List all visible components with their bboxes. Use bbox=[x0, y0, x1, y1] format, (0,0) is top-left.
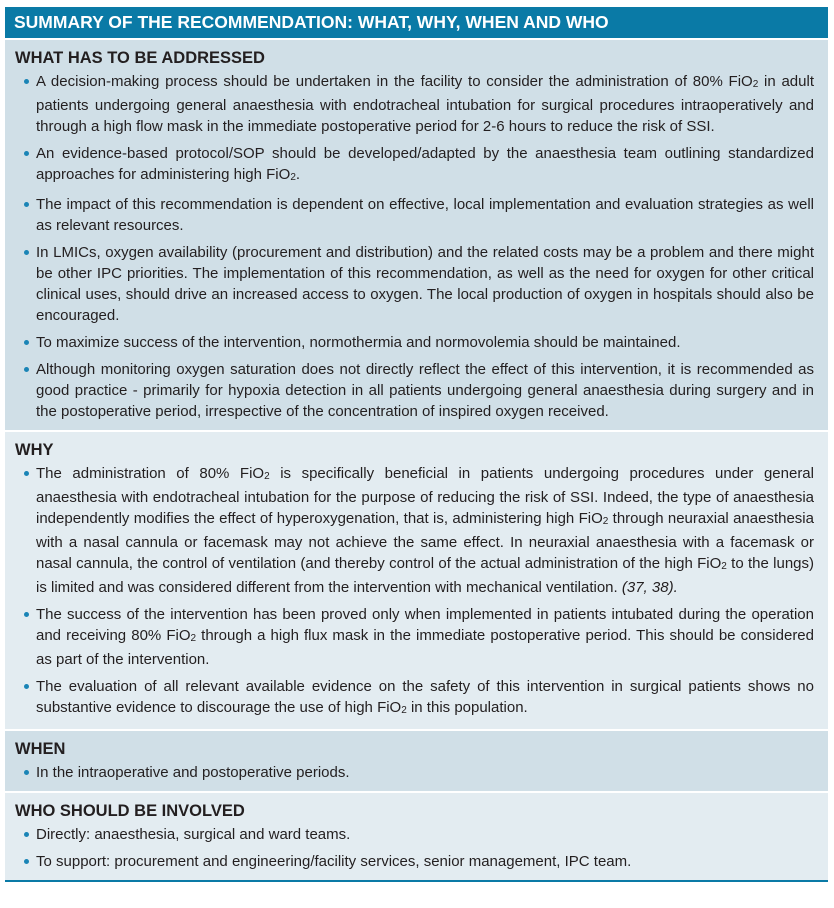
list-item: The success of the intervention has been proved only when implemented in patients intubated during the operation and receiving 80% FiO$_2$ through a high flux mask in the immediate postoperative period. This should be considered as part of the intervention. bbox=[15, 604, 814, 670]
list-item: Although monitoring oxygen saturation does not directly reflect the effect of this intervention, it is recommended as good practice - primarily for hypoxia detection in all patients undergoing general anaesthesia during surgery and in the postoperative period, irrespective of the concentration of inspired oxygen received. bbox=[15, 359, 814, 422]
bullet-list bbox=[15, 71, 814, 422]
list-item: To maximize success of the intervention, normothermia and normovolemia should be maintained. bbox=[15, 332, 814, 353]
list-item: In LMICs, oxygen availability (procurement and distribution) and the related costs may be a problem and there might be other IPC priorities. The implementation of this recommendation, as well as the need for oxygen for other critical clinical uses, should drive an increased access to oxygen. The local production of oxygen in hospitals should also be encouraged. bbox=[15, 242, 814, 326]
section-why bbox=[5, 430, 828, 729]
summary-title: SUMMARY OF THE RECOMMENDATION: WHAT, WHY, WHEN AND WHO bbox=[5, 7, 828, 38]
list-item: An evidence-based protocol/SOP should be developed/adapted by the anaesthesia team outlining standardized approaches for administering high FiO$_2$. bbox=[15, 143, 814, 188]
section-heading: WHO SHOULD BE INVOLVED bbox=[15, 802, 245, 820]
recommendation-summary-box bbox=[5, 7, 828, 882]
bullet-list bbox=[15, 463, 814, 721]
list-item: To support: procurement and engineering/facility services, senior management, IPC team. bbox=[15, 851, 814, 872]
section-what bbox=[5, 38, 828, 430]
list-item: Directly: anaesthesia, surgical and ward teams. bbox=[15, 824, 814, 845]
section-when bbox=[5, 729, 828, 791]
section-heading: WHAT HAS TO BE ADDRESSED bbox=[15, 49, 265, 67]
list-item: A decision-making process should be undertaken in the facility to consider the administration of 80% FiO$_2$ in adult patients undergoing general anaesthesia with endotracheal intubation for surgical procedures intraoperatively and through a high flow mask in the immediate postoperative period for 2-6 hours to reduce the risk of SSI. bbox=[15, 71, 814, 137]
list-item-text: The administration of 80% FiO$_2$ is specifically beneficial in patients undergoing procedures under general anaesthesia with endotracheal intubation for the purpose of reducing the risk of SSI. Indeed, the type of anaesthesia independently modifies the effect of hyperoxygenation, that is, administering high FiO$_2$ through neuraxial anaesthesia with a nasal cannula or facemask may not achieve the same effect. In neuraxial anaesthesia with a facemask or nasal cannula, the control of ventilation (and thereby control of the actual administration of the high FiO$_2$ to the lungs) is limited and was considered different from the intervention with mechanical ventilation. bbox=[36, 465, 815, 596]
citation: (37, 38). bbox=[621, 579, 678, 596]
section-who bbox=[5, 791, 828, 880]
section-heading: WHEN bbox=[15, 740, 66, 758]
section-heading: WHY bbox=[15, 441, 54, 459]
list-item bbox=[15, 463, 814, 598]
list-item: The impact of this recommendation is dependent on effective, local implementation and evaluation strategies as well as relevant resources. bbox=[15, 194, 814, 236]
list-item: The evaluation of all relevant available evidence on the safety of this intervention in surgical patients shows no substantive evidence to discourage the use of high FiO$_2$ in this population. bbox=[15, 676, 814, 721]
bullet-list bbox=[15, 762, 814, 783]
bullet-list bbox=[15, 824, 814, 872]
list-item: In the intraoperative and postoperative periods. bbox=[15, 762, 814, 783]
